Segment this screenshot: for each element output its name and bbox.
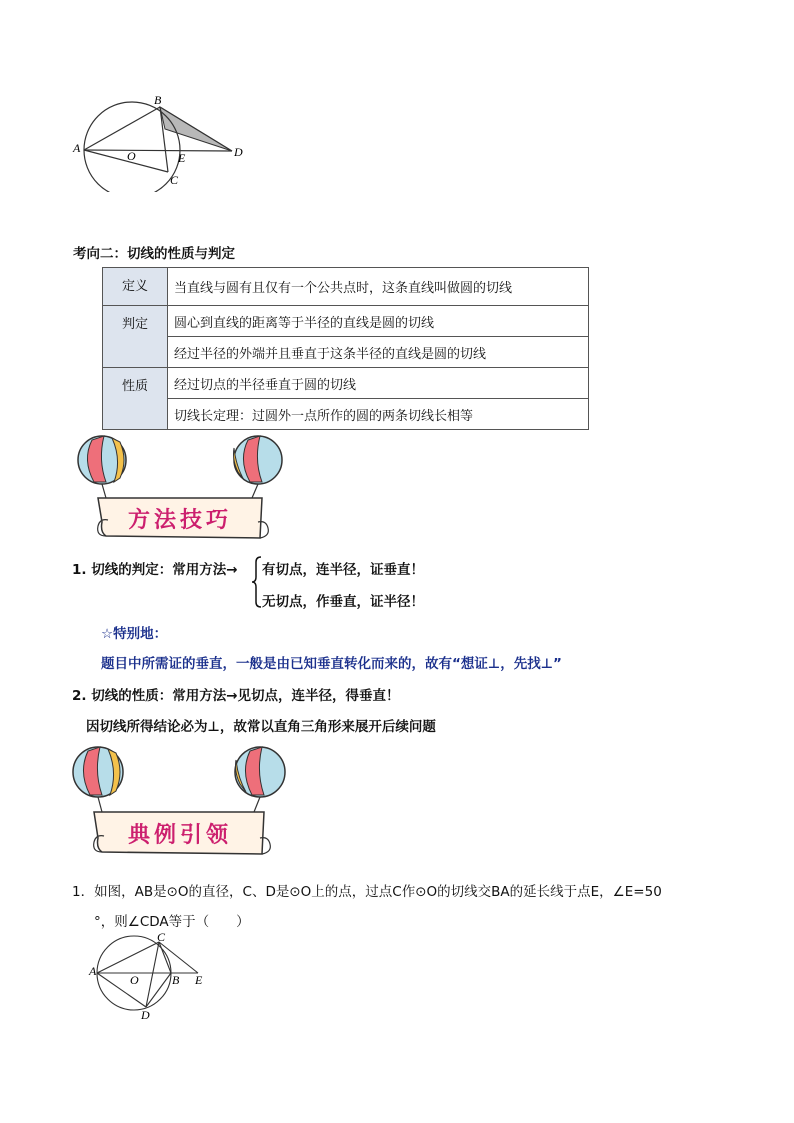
label-a: A	[73, 141, 81, 155]
banner-title: 方法技巧	[127, 507, 233, 533]
method-2-prefix: 2. 切线的性质：常用方法	[72, 688, 227, 704]
ball-icon	[234, 436, 283, 484]
label-b: B	[172, 973, 180, 987]
method-1-prefix: 1. 切线的判定：常用方法	[72, 562, 227, 578]
label-e: E	[195, 973, 203, 987]
properties-table	[102, 267, 589, 430]
label-a: A	[89, 964, 97, 978]
special-text: 题目中所需证的垂直，一般是由已知垂直转化而来的，故有“想证⊥，先找⊥”	[101, 656, 562, 672]
table-row	[103, 268, 589, 306]
method-2	[72, 684, 400, 704]
table-cell: 切线长定理：过圆外一点所作的圆的两条切线长相等	[168, 399, 589, 430]
method-1	[72, 558, 238, 578]
circle-o	[84, 102, 180, 192]
ball-icon	[73, 747, 123, 797]
method-1-branch-2: 无切点，作垂直，证半径！	[262, 594, 424, 610]
label-o: O	[127, 149, 136, 163]
table-row	[103, 368, 589, 399]
arrow-icon: →	[226, 688, 238, 704]
ball-icon	[235, 747, 285, 797]
table-cell: 经过切点的半径垂直于圆的切线	[168, 368, 589, 399]
method-2-note: 因切线所得结论必为⊥，故常以直角三角形来展开后续问题	[86, 719, 436, 735]
label-c: C	[170, 173, 179, 187]
table-category: 性质	[103, 368, 168, 430]
table-row	[103, 337, 589, 368]
banner-method-tips	[76, 432, 286, 544]
label-b: B	[154, 93, 162, 107]
arrow-icon: →	[226, 562, 238, 578]
table-cell: 当直线与圆有且仅有一个公共点时，这条直线叫做圆的切线	[168, 268, 589, 306]
table-category: 定义	[103, 268, 168, 306]
question-line-1: 1．如图，AB是⊙O的直径，C、D是⊙O上的点，过点C作⊙O的切线交BA的延长线于点E，∠E=50	[72, 884, 662, 900]
label-c: C	[157, 932, 166, 944]
geometry-figure-2	[88, 932, 218, 1022]
label-o: O	[130, 973, 139, 987]
table-category: 判定	[103, 306, 168, 368]
label-d: D	[141, 1008, 150, 1022]
table-row	[103, 399, 589, 430]
method-1-branch-1: 有切点，连半径，证垂直！	[262, 562, 424, 578]
label-e: E	[178, 151, 186, 165]
special-title: ☆特别地：	[101, 626, 168, 642]
table-row	[103, 306, 589, 337]
section-title: 考向二：切线的性质与判定	[73, 246, 235, 262]
label-d: D	[234, 145, 243, 159]
table-cell: 经过半径的外端并且垂直于这条半径的直线是圆的切线	[168, 337, 589, 368]
question-line-2: °，则∠CDA等于（ ）	[94, 914, 250, 930]
geometry-figure-1	[70, 92, 260, 192]
banner-title: 典例引领	[127, 822, 233, 848]
ball-icon	[78, 436, 126, 484]
table-cell: 圆心到直线的距离等于半径的直线是圆的切线	[168, 306, 589, 337]
banner-typical-examples	[70, 742, 290, 860]
brace-icon	[252, 556, 262, 608]
method-2-text: 见切点，连半径，得垂直！	[237, 688, 400, 704]
